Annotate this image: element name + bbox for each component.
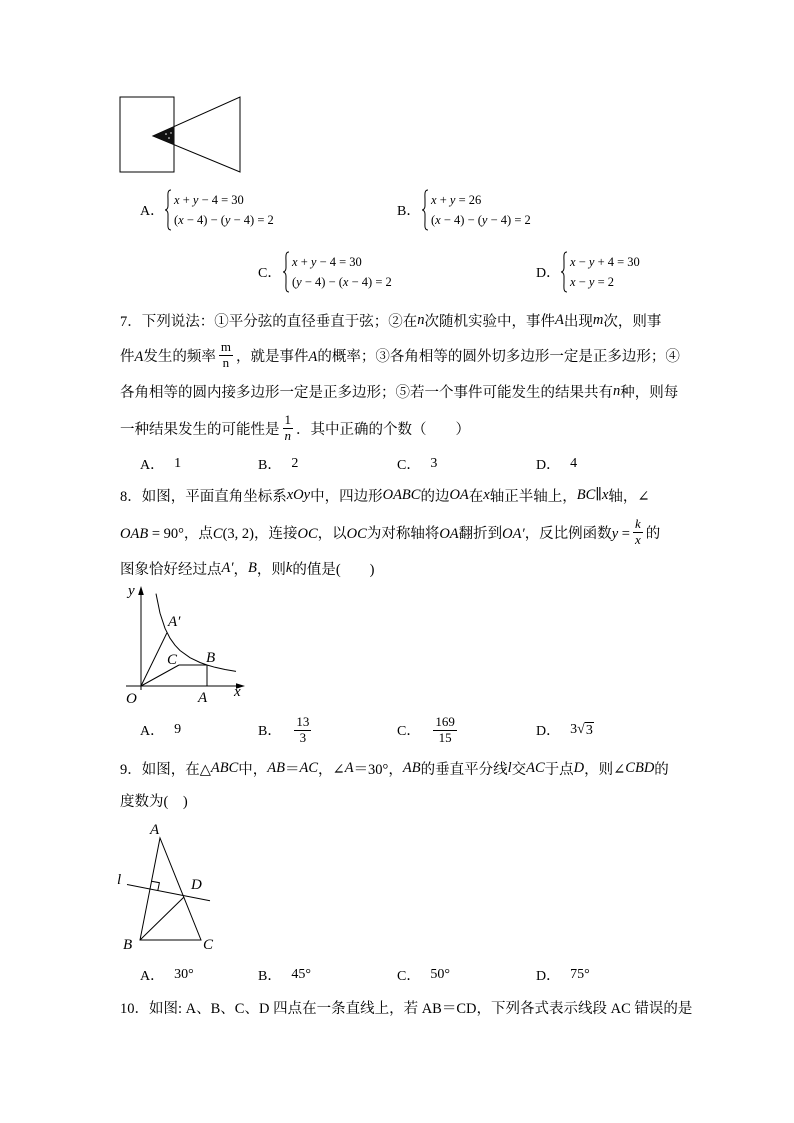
option-value: 9	[174, 722, 182, 737]
q7-line-2-text-after: ，就是事件A的概率；③各角相等的圆外切多边形一定是正多边形；④	[235, 348, 680, 365]
fraction-denominator: 3	[299, 729, 307, 745]
q6-option-d	[536, 250, 640, 294]
fraction-13-over-3	[294, 715, 311, 746]
left-brace-icon	[560, 251, 568, 293]
left-brace-icon	[421, 189, 429, 231]
option-label: C．	[397, 724, 421, 739]
shade-speckle	[165, 133, 167, 135]
q6-option-c	[258, 250, 392, 294]
fraction-numerator: 13	[296, 713, 310, 729]
shaded-overlap-region	[153, 126, 174, 144]
option-label: D．	[536, 458, 561, 473]
equation-2: (x − 4) − (y − 4) = 2	[431, 213, 531, 227]
equation-2: (x − 4) − (y − 4) = 2	[174, 213, 274, 227]
q7-line-2-text-before: 件A发生的频率	[120, 348, 216, 365]
option-label: A．	[140, 458, 165, 473]
option-value: 45°	[291, 967, 311, 982]
label-c: C	[167, 652, 178, 668]
q9-figure-isosceles-triangle	[110, 815, 225, 955]
q8-option-b	[258, 710, 314, 750]
option-label: D．	[536, 724, 561, 739]
equation-1: x + y = 26	[431, 193, 482, 207]
q7-line-4-text-before: 一种结果发生的可能性是	[120, 421, 280, 438]
option-value: 75°	[570, 967, 590, 982]
option-label: C．	[397, 969, 421, 984]
fraction-1-over-n	[283, 413, 294, 444]
q9-line-1: 9．如图，在△ ABC 中， AB ＝ AC ，∠ A ＝30°， AB 的垂直平分线 l 交 AC 于点 D ，则∠ CBD 的	[120, 759, 669, 778]
radical-coefficient: 3	[570, 721, 578, 737]
option-label: A．	[140, 969, 165, 984]
option-label: A．	[140, 724, 165, 739]
option-value	[570, 722, 594, 738]
option-label: B．	[258, 724, 282, 739]
q7-line-2	[120, 337, 680, 373]
fraction-denominator: 15	[438, 729, 452, 745]
q8-line-1: 8．如图，平面直角坐标系 xOy 中，四边形 OABC 的边 OA 在 x 轴正半轴上， BC ∥ x 轴，∠	[120, 486, 650, 505]
y-axis-arrow-icon	[138, 586, 144, 595]
equation-1: x + y − 4 = 30	[292, 255, 362, 269]
q6-figure-square-triangle	[115, 90, 245, 178]
label-l: l	[117, 872, 122, 888]
shade-speckle	[168, 137, 170, 139]
fraction-k-over-x	[633, 517, 643, 548]
equation-1: x + y − 4 = 30	[174, 193, 244, 207]
segment-oc	[141, 665, 179, 686]
label-d: D	[191, 877, 202, 893]
q8-option-d	[536, 710, 594, 750]
option-value: 3	[430, 456, 438, 471]
option-label: B．	[258, 969, 282, 984]
fraction-denominator: n	[284, 427, 291, 443]
equation-1: x − y + 4 = 30	[570, 255, 640, 269]
q8-line-3: 图象恰好经过点 A′ ， B ，则 k 的值是( )	[120, 559, 375, 578]
label-x: x	[234, 684, 241, 700]
equation-2: (y − 4) − (x − 4) = 2	[292, 275, 392, 289]
q8-line-2-text-after: 的	[645, 525, 661, 542]
fraction-numerator: m	[220, 338, 231, 354]
option-value: 1	[174, 456, 182, 471]
option-label: A．	[140, 204, 165, 219]
fraction-m-over-n	[219, 340, 233, 371]
option-label: C．	[258, 266, 282, 281]
q8-line-2-text-before: OAB = 90°，点C(3, 2)，连接OC，以OC为对称轴将OA翻折到OA′，反比例函数y =	[120, 525, 630, 542]
fraction-numerator: k	[634, 515, 641, 531]
q8-line-2	[120, 514, 660, 550]
option-label: D．	[536, 969, 561, 984]
option-label: B．	[258, 458, 282, 473]
option-value: 4	[570, 456, 578, 471]
label-y: y	[128, 583, 135, 599]
q8-option-a	[140, 710, 181, 750]
fraction-numerator: 169	[435, 713, 455, 729]
q6-option-b	[397, 188, 531, 232]
option-value	[430, 715, 460, 746]
option-label: C．	[397, 458, 421, 473]
segment-oa-prime	[141, 633, 167, 686]
label-a: A	[150, 822, 160, 838]
q7-line-4-text-after: ．其中正确的个数（ ）	[296, 421, 470, 438]
label-o: O	[126, 691, 137, 707]
option-label: B．	[397, 204, 421, 219]
left-brace-icon	[164, 189, 172, 231]
q7-line-1: 7．下列说法：①平分弦的直径垂直于弦；②在 n 次随机实验中，事件 A 出现 m 次，则事	[120, 311, 662, 330]
label-a: A	[198, 690, 208, 706]
option-value: 50°	[430, 967, 450, 982]
q8-option-c	[397, 710, 460, 750]
label-a-prime: A′	[168, 614, 181, 630]
shade-speckle	[170, 132, 171, 133]
q6-option-a	[140, 188, 274, 232]
left-brace-icon	[282, 251, 290, 293]
fraction-denominator: x	[634, 531, 641, 547]
q10-line-1: 10．如图: A、B、C、D 四点在一条直线上，若 AB＝CD，下列各式表示线段 AC 错误的是	[120, 1000, 693, 1017]
radical-sign: √	[577, 721, 585, 737]
q7-line-3: 各角相等的圆内接多边形一定是正多边形；⑤若一个事件可能发生的结果共有 n 种，则每	[120, 382, 679, 401]
segment-bd	[140, 897, 184, 940]
q8-figure-coordinate-graph	[115, 580, 255, 705]
label-b: B	[206, 650, 216, 666]
fraction-169-over-15	[433, 715, 457, 746]
equation-2: x − y = 2	[570, 275, 614, 289]
q9-line-2: 度数为( )	[120, 793, 188, 810]
label-c: C	[203, 937, 214, 953]
fraction-numerator: 1	[284, 411, 291, 427]
fraction-denominator: n	[222, 354, 230, 370]
option-value: 30°	[174, 967, 194, 982]
option-value: 2	[291, 456, 299, 471]
option-label: D．	[536, 266, 561, 281]
option-value	[291, 715, 314, 746]
radicand: 3	[585, 722, 593, 738]
label-b: B	[123, 937, 133, 953]
q7-line-4	[120, 410, 470, 446]
